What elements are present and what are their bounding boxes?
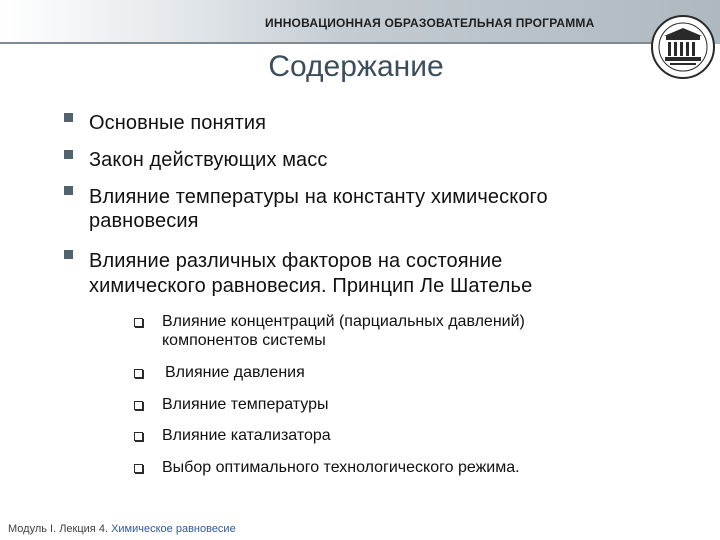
footer-module: Модуль I. Лекция 4. [8, 523, 112, 535]
sub-item-text: Влияние температуры [162, 396, 329, 413]
hollow-square-bullet-icon [134, 318, 143, 327]
hollow-square-bullet-icon [134, 401, 143, 410]
square-bullet-icon [64, 250, 73, 259]
list-item-text-continued: равновесия [89, 210, 199, 232]
sub-item-text-continued: компонентов системы [162, 332, 326, 349]
sub-item-text: Влияние давления [165, 364, 305, 381]
program-title: ИННОВАЦИОННАЯ ОБРАЗОВАТЕЛЬНАЯ ПРОГРАММА [265, 16, 595, 30]
footer-topic: Химическое равновесие [111, 523, 236, 535]
list-item-text: Влияние температуры на константу химического [89, 186, 548, 208]
square-bullet-icon [64, 150, 73, 159]
sub-item-text: Влияние катализатора [162, 427, 331, 444]
list-item-text: Влияние различных факторов на состояние [89, 250, 503, 272]
slide-title: Содержание [268, 50, 444, 83]
sub-item-text: Выбор оптимального технологического режима. [162, 459, 520, 476]
footer [8, 523, 236, 535]
square-bullet-icon [64, 113, 73, 122]
square-bullet-icon [64, 186, 73, 195]
hollow-square-bullet-icon [134, 432, 143, 441]
list-item-text: Закон действующих масс [89, 149, 328, 171]
list-item-text: Основные понятия [89, 112, 267, 134]
header-divider [0, 42, 656, 44]
sub-item-text: Влияние концентраций (парциальных давлений) [162, 313, 525, 330]
hollow-square-bullet-icon [134, 464, 143, 473]
hollow-square-bullet-icon [134, 369, 143, 378]
list-item-text-continued: химического равновесия. Принцип Ле Шателье [89, 275, 533, 297]
